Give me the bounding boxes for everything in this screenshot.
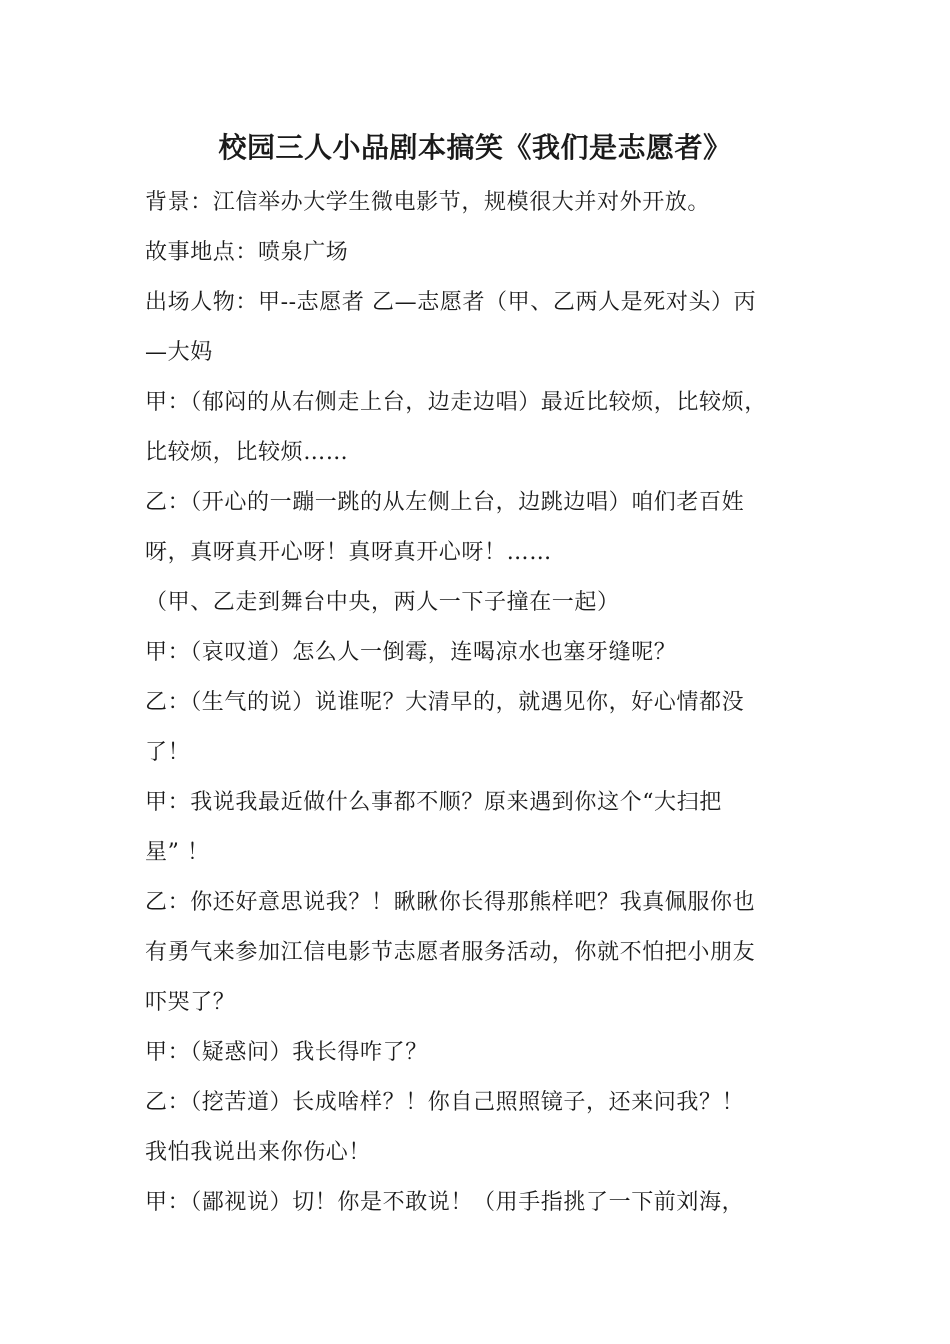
text-line: 背景：江信举办大学生微电影节，规模很大并对外开放。 (145, 190, 711, 215)
text-line: 出场人物：甲--志愿者 乙—志愿者（甲、乙两人是死对头）丙 (145, 290, 757, 315)
text-line: 比较烦，比较烦…… (145, 440, 349, 465)
text-line: （甲、乙走到舞台中央，两人一下子撞在一起） (145, 590, 620, 615)
text-line: 甲：我说我最近做什么事都不顺？原来遇到你这个“大扫把 (145, 790, 722, 815)
text-line: 乙：（开心的一蹦一跳的从左侧上台，边跳边唱）咱们老百姓 (145, 490, 745, 515)
text-line: 乙：你还好意思说我？！瞅瞅你长得那熊样吧？我真佩服你也 (145, 890, 756, 915)
text-line: 了！ (145, 740, 191, 765)
text-line: 甲：（疑惑问）我长得咋了？ (145, 1040, 428, 1065)
text-line: 我怕我说出来你伤心！ (145, 1140, 372, 1165)
text-line: 乙：（生气的说）说谁呢？大清早的，就遇见你，好心情都没 (145, 690, 745, 715)
document-title: 校园三人小品剧本搞笑《我们是志愿者》 (218, 131, 732, 164)
text-line: 吓哭了？ (145, 990, 236, 1015)
text-line: 甲：（鄙视说）切！你是不敢说！（用手指挑了一下前刘海， (145, 1190, 745, 1215)
text-line: —大妈 (145, 340, 213, 365)
text-line: 有勇气来参加江信电影节志愿者服务活动，你就不怕把小朋友 (145, 940, 756, 965)
text-line: 星” ！ (145, 840, 210, 865)
script-body (145, 178, 825, 1228)
text-line: 甲：（郁闷的从右侧走上台，边走边唱）最近比较烦，比较烦， (145, 390, 767, 415)
text-line: 甲：（哀叹道）怎么人一倒霉，连喝凉水也塞牙缝呢？ (145, 640, 677, 665)
text-line: 故事地点：喷泉广场 (145, 240, 349, 265)
text-line: 乙：（挖苦道）长成啥样？！你自己照照镜子，还来问我？！ (145, 1090, 745, 1115)
text-line: 呀，真呀真开心呀！真呀真开心呀！…… (145, 540, 552, 565)
